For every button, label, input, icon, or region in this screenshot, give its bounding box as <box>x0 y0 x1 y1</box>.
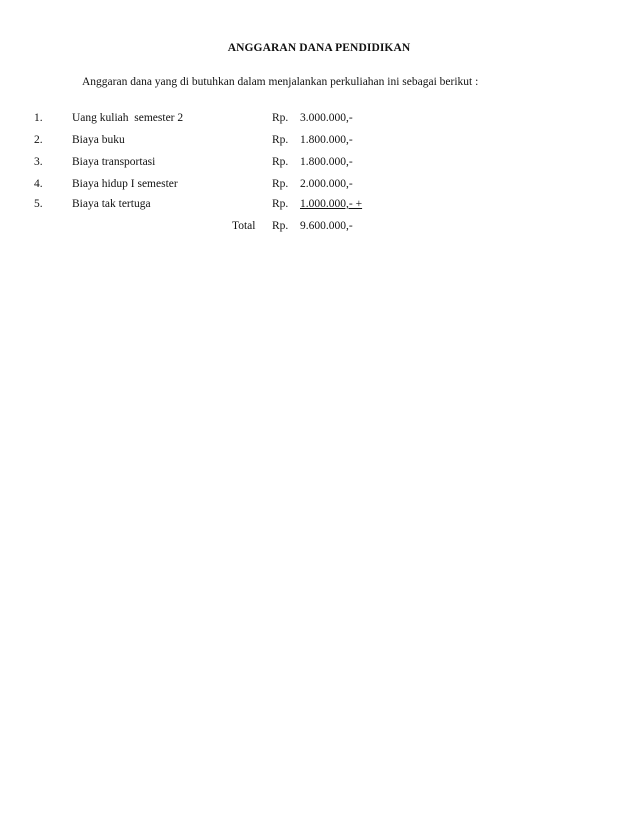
budget-item-row <box>0 178 638 194</box>
total-amount: 9.600.000,- <box>300 220 353 232</box>
item-currency: Rp. <box>272 178 289 190</box>
item-amount: 3.000.000,- <box>300 112 353 124</box>
item-amount: 1.800.000,- <box>300 156 353 168</box>
budget-item-row <box>0 134 638 150</box>
item-number: 4. <box>34 178 43 190</box>
item-number: 2. <box>34 134 43 146</box>
total-label: Total <box>232 220 256 232</box>
total-row <box>0 220 638 236</box>
item-currency: Rp. <box>272 198 289 210</box>
intro-text: Anggaran dana yang di butuhkan dalam menjalankan perkuliahan ini sebagai berikut : <box>82 76 479 88</box>
total-currency: Rp. <box>272 220 289 232</box>
item-currency: Rp. <box>272 156 289 168</box>
document-title: ANGGARAN DANA PENDIDIKAN <box>227 42 411 54</box>
item-number: 3. <box>34 156 43 168</box>
item-number: 5. <box>34 198 43 210</box>
item-label: Biaya buku <box>72 134 125 146</box>
item-amount: 1.000.000,- + <box>300 198 363 210</box>
item-number: 1. <box>34 112 43 124</box>
item-amount: 1.800.000,- <box>300 134 353 146</box>
item-currency: Rp. <box>272 112 289 124</box>
item-label: Uang kuliah semester 2 <box>72 112 184 124</box>
item-amount: 2.000.000,- <box>300 178 353 190</box>
budget-item-row <box>0 198 638 214</box>
item-currency: Rp. <box>272 134 289 146</box>
item-label: Biaya tak tertuga <box>72 198 151 210</box>
budget-item-row <box>0 112 638 128</box>
item-label: Biaya transportasi <box>72 156 156 168</box>
budget-item-row <box>0 156 638 172</box>
item-label: Biaya hidup I semester <box>72 178 178 190</box>
